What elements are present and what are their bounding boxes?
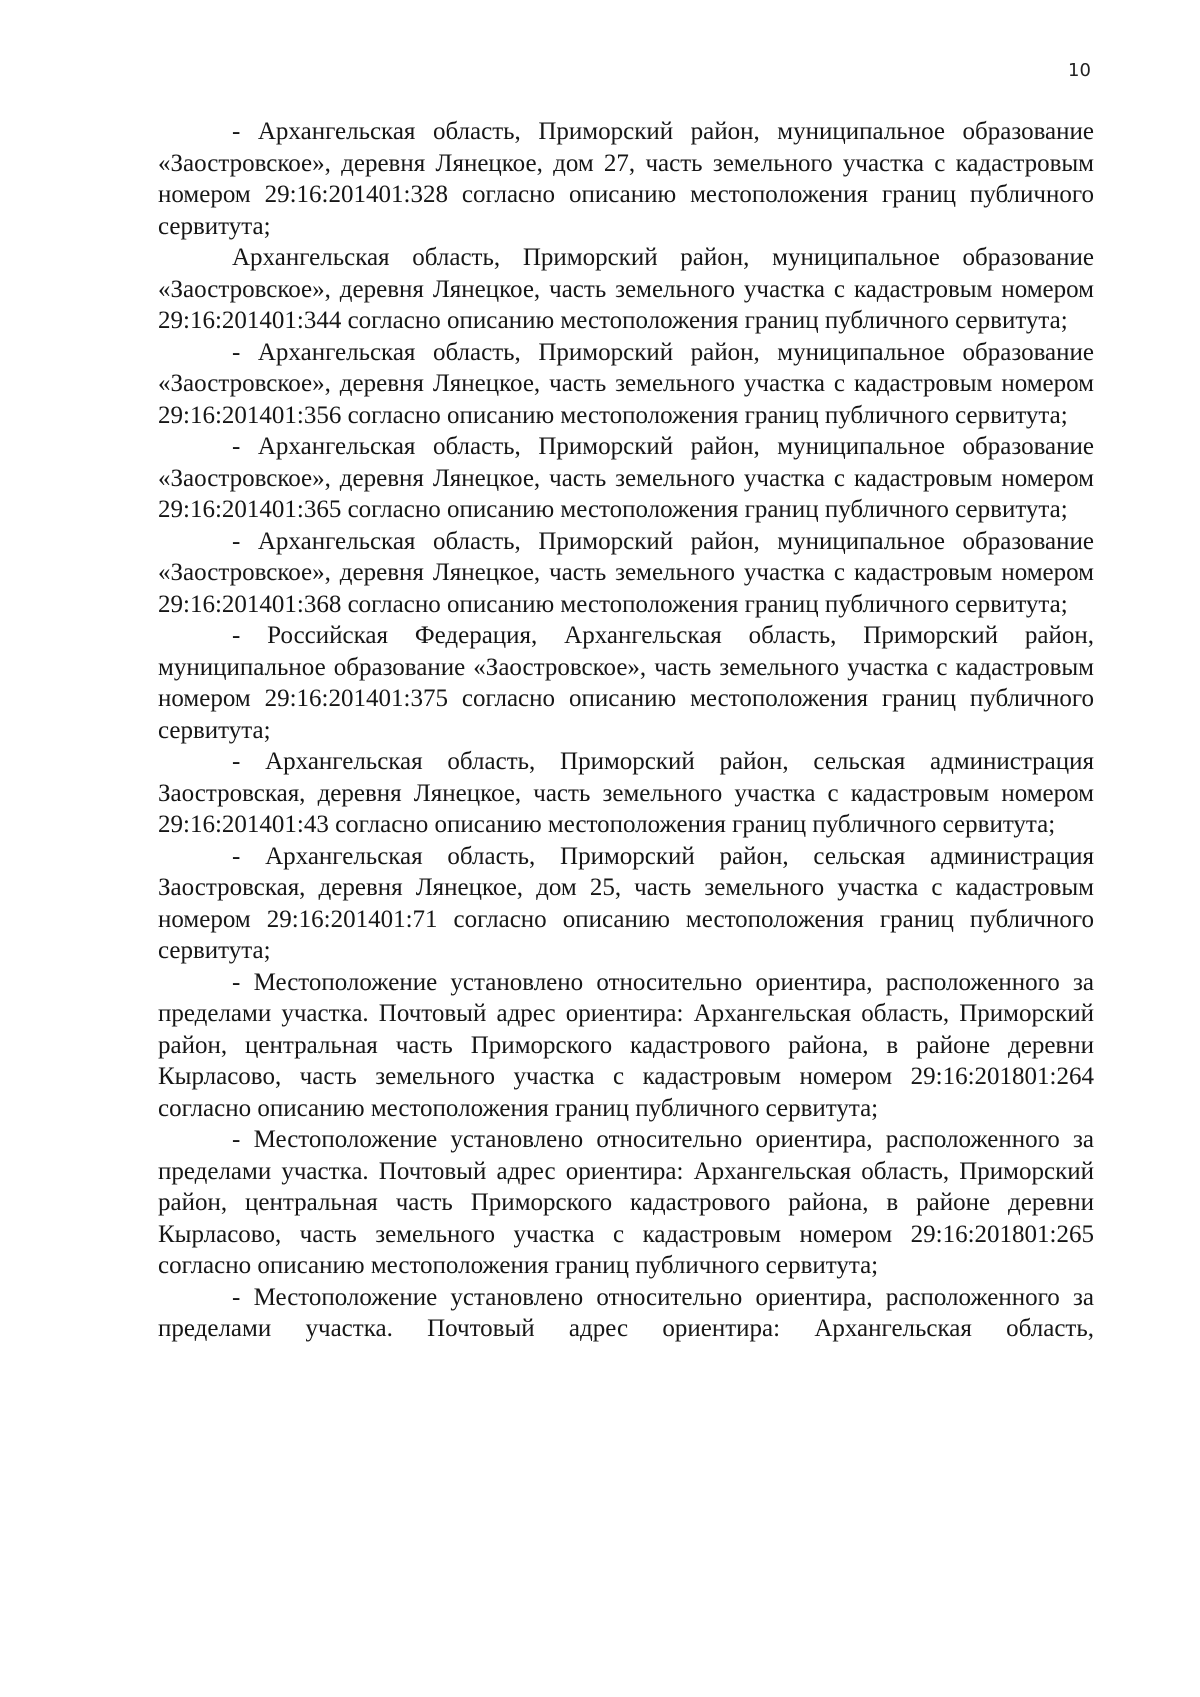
paragraph-7: - Архангельская область, Приморский район, сельская администрация Заостровская, деревня Лянецкое, часть земельного участка с кадастровым номером 29:16:201401:43 согласно описанию местоположения границ публичного сервитута; xyxy=(158,748,1094,838)
paragraph-5: - Архангельская область, Приморский район, муниципальное образование «Заостровское», деревня Лянецкое, часть земельного участка с кадастровым номером 29:16:201401:368 согласно описанию местоположения границ публичного сервитута; xyxy=(158,527,1094,618)
paragraph-8: - Архангельская область, Приморский район, сельская администрация Заостровская, деревня Лянецкое, дом 25, часть земельного участка с кадастровым номером 29:16:201401:71 согласно описанию местоположения границ публичного сервитута; xyxy=(158,842,1094,964)
paragraph-1: - Архангельская область, Приморский район, муниципальное образование «Заостровское», деревня Лянецкое, дом 27, часть земельного участка с кадастровым номером 29:16:201401:328 согласно описанию местоположения границ публичного сервитута; xyxy=(158,118,1094,240)
paragraph-9: - Местоположение установлено относительно ориентира, расположенного за пределами участка. Почтовый адрес ориентира: Архангельская область, Приморский район, центральная часть Приморского кадастрового района, в районе деревни Кырласово, часть земельного участка с кадастровым номером 29:16:201801:264 согласно описанию местоположения границ публичного сервитута; xyxy=(158,968,1094,1122)
document-body xyxy=(158,116,1094,1345)
paragraph-3: - Архангельская область, Приморский район, муниципальное образование «Заостровское», деревня Лянецкое, часть земельного участка с кадастровым номером 29:16:201401:356 согласно описанию местоположения границ публичного сервитута; xyxy=(158,338,1094,429)
paragraph-11: - Местоположение установлено относительно ориентира, расположенного за пределами участка. Почтовый адрес ориентира: Архангельская область, xyxy=(158,1283,1094,1342)
paragraph-4: - Архангельская область, Приморский район, муниципальное образование «Заостровское», деревня Лянецкое, часть земельного участка с кадастровым номером 29:16:201401:365 согласно описанию местоположения границ публичного сервитута; xyxy=(158,433,1094,523)
paragraph-2: Архангельская область, Приморский район, муниципальное образование «Заостровское», деревня Лянецкое, часть земельного участка с кадастровым номером 29:16:201401:344 согласно описанию местоположения границ публичного сервитута; xyxy=(158,244,1094,334)
paragraph-10: - Местоположение установлено относительно ориентира, расположенного за пределами участка. Почтовый адрес ориентира: Архангельская область, Приморский район, центральная часть Приморского кадастрового района, в районе деревни Кырласово, часть земельного участка с кадастровым номером 29:16:201801:265 согласно описанию местоположения границ публичного сервитута; xyxy=(158,1126,1094,1279)
page-number: 10 xyxy=(1068,60,1091,81)
paragraph-6: - Российская Федерация, Архангельская область, Приморский район, муниципальное образование «Заостровское», часть земельного участка с кадастровым номером 29:16:201401:375 согласно описанию местоположения границ публичного сервитута; xyxy=(158,622,1094,744)
